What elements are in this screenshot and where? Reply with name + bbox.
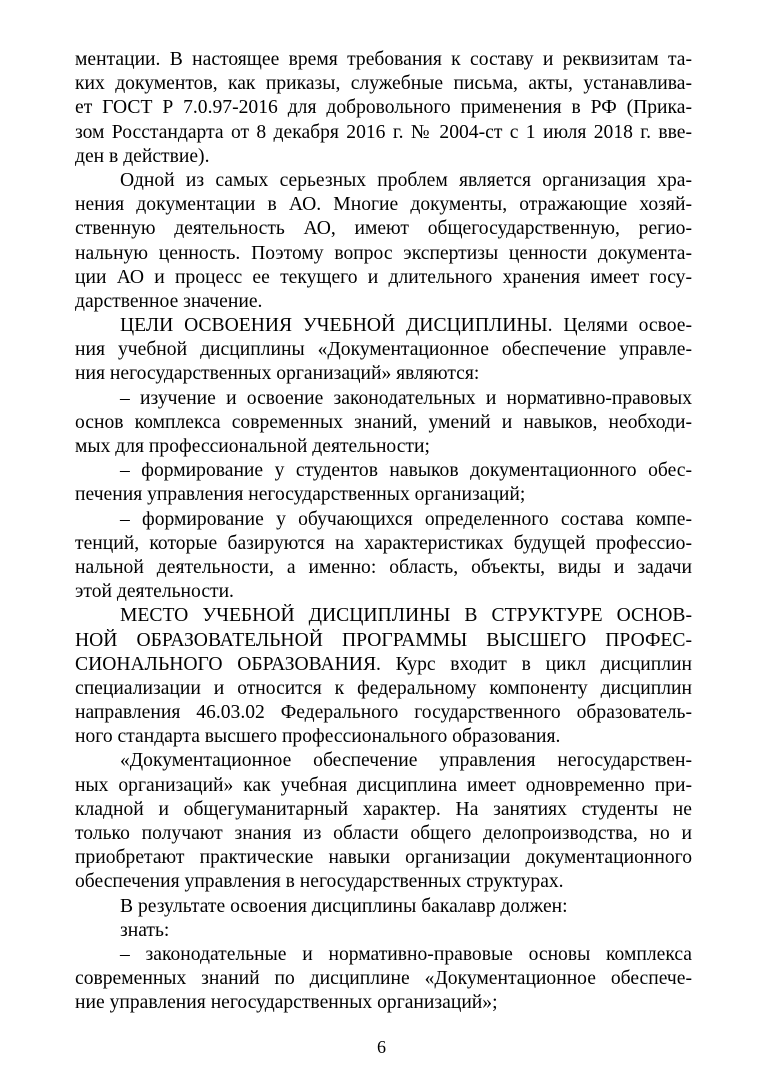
text-line: ния учебной дисциплины «Документационное обеспечение управле- xyxy=(75,339,692,361)
text-line: ного стандарта высшего профессионального образования. xyxy=(75,726,561,748)
text-line: ных организаций» как учебная дисциплина имеет одновременно при- xyxy=(75,774,692,796)
list-item-line: – формирование у обучающихся определенного состава компе- xyxy=(120,508,692,530)
text-line: только получают знания из области общего делопроизводства, но и xyxy=(75,823,692,844)
text-line: тенций, которые базируются на характеристиках будущей профессио- xyxy=(75,532,692,554)
list-item-line: – формирование у студентов навыков документационного обес- xyxy=(120,460,692,482)
list-item-line: – законодательные и нормативно-правовые основы комплекса xyxy=(120,943,692,965)
text-line: зом Росстандарта от 8 декабря 2016 г. № 2004-ст с 1 июля 2018 г. вве- xyxy=(75,121,692,143)
text-line: этой деятельности. xyxy=(75,581,234,603)
section-heading-goals: ЦЕЛИ ОСВОЕНИЯ УЧЕБНОЙ ДИСЦИПЛИНЫ. Целями освое- xyxy=(120,315,692,337)
text-line: мых для профессиональной деятельности; xyxy=(75,436,430,457)
text-line: печения управления негосударственных организаций; xyxy=(75,484,526,506)
text-line: основ комплекса современных знаний, умений и навыков, необходи- xyxy=(75,411,692,433)
text-line: дарственное значение. xyxy=(75,290,263,312)
page-number: 6 xyxy=(377,1037,386,1057)
text-line: знать: xyxy=(120,919,170,941)
text-line: В результате освоения дисциплины бакалавр должен: xyxy=(120,895,568,917)
text-line: ния негосударственных организаций» являются: xyxy=(75,363,480,385)
text-line: кладной и общегуманитарный характер. На занятиях студенты не xyxy=(75,798,692,820)
body-text xyxy=(75,48,692,1016)
text-line: современных знаний по дисциплине «Документационное обеспече- xyxy=(75,968,692,990)
text-line: нальную ценность. Поэтому вопрос экспертизы ценности документа- xyxy=(75,242,692,264)
text-line: приобретают практические навыки организации документационного xyxy=(75,847,692,869)
section-heading-place: МЕСТО УЧЕБНОЙ ДИСЦИПЛИНЫ В СТРУКТУРЕ ОСНОВ- xyxy=(120,605,692,627)
text-line: Одной из самых серьезных проблем является организация хра- xyxy=(120,169,692,191)
text-line: обеспечения управления в негосударственных структурах. xyxy=(75,871,564,893)
text-line: направления 46.03.02 Федерального государственного образователь- xyxy=(75,702,692,724)
text-line: ции АО и процесс ее текущего и длительного хранения имеет госу- xyxy=(75,266,692,288)
text-line: ден в действие). xyxy=(75,145,210,167)
text-line: нальной деятельности, а именно: область, объекты, виды и задачи xyxy=(75,556,692,578)
text-line: «Документационное обеспечение управления негосударствен- xyxy=(120,750,692,772)
text-line: НОЙ ОБРАЗОВАТЕЛЬНОЙ ПРОГРАММЫ ВЫСШЕГО ПРОФЕС- xyxy=(75,629,692,651)
text-line: ментации. В настоящее время требования к составу и реквизитам та- xyxy=(75,49,692,70)
list-item-line: – изучение и освоение законодательных и нормативно-правовых xyxy=(120,387,692,409)
text-line: ких документов, как приказы, служебные письма, акты, устанавлива- xyxy=(75,73,692,95)
text-line: специализации и относится к федеральному компоненту дисциплин xyxy=(75,677,692,699)
text-line: ет ГОСТ Р 7.0.97-2016 для добровольного применения в РФ (Прика- xyxy=(75,97,692,119)
text-line: нения документации в АО. Многие документы, отражающие хозяй- xyxy=(75,194,692,216)
text-line: ние управления негосударственных организаций»; xyxy=(75,992,498,1014)
text-line: ственную деятельность АО, имеют общегосударственную, регио- xyxy=(75,218,692,240)
text-line: СИОНАЛЬНОГО ОБРАЗОВАНИЯ. Курс входит в цикл дисциплин xyxy=(75,653,692,675)
